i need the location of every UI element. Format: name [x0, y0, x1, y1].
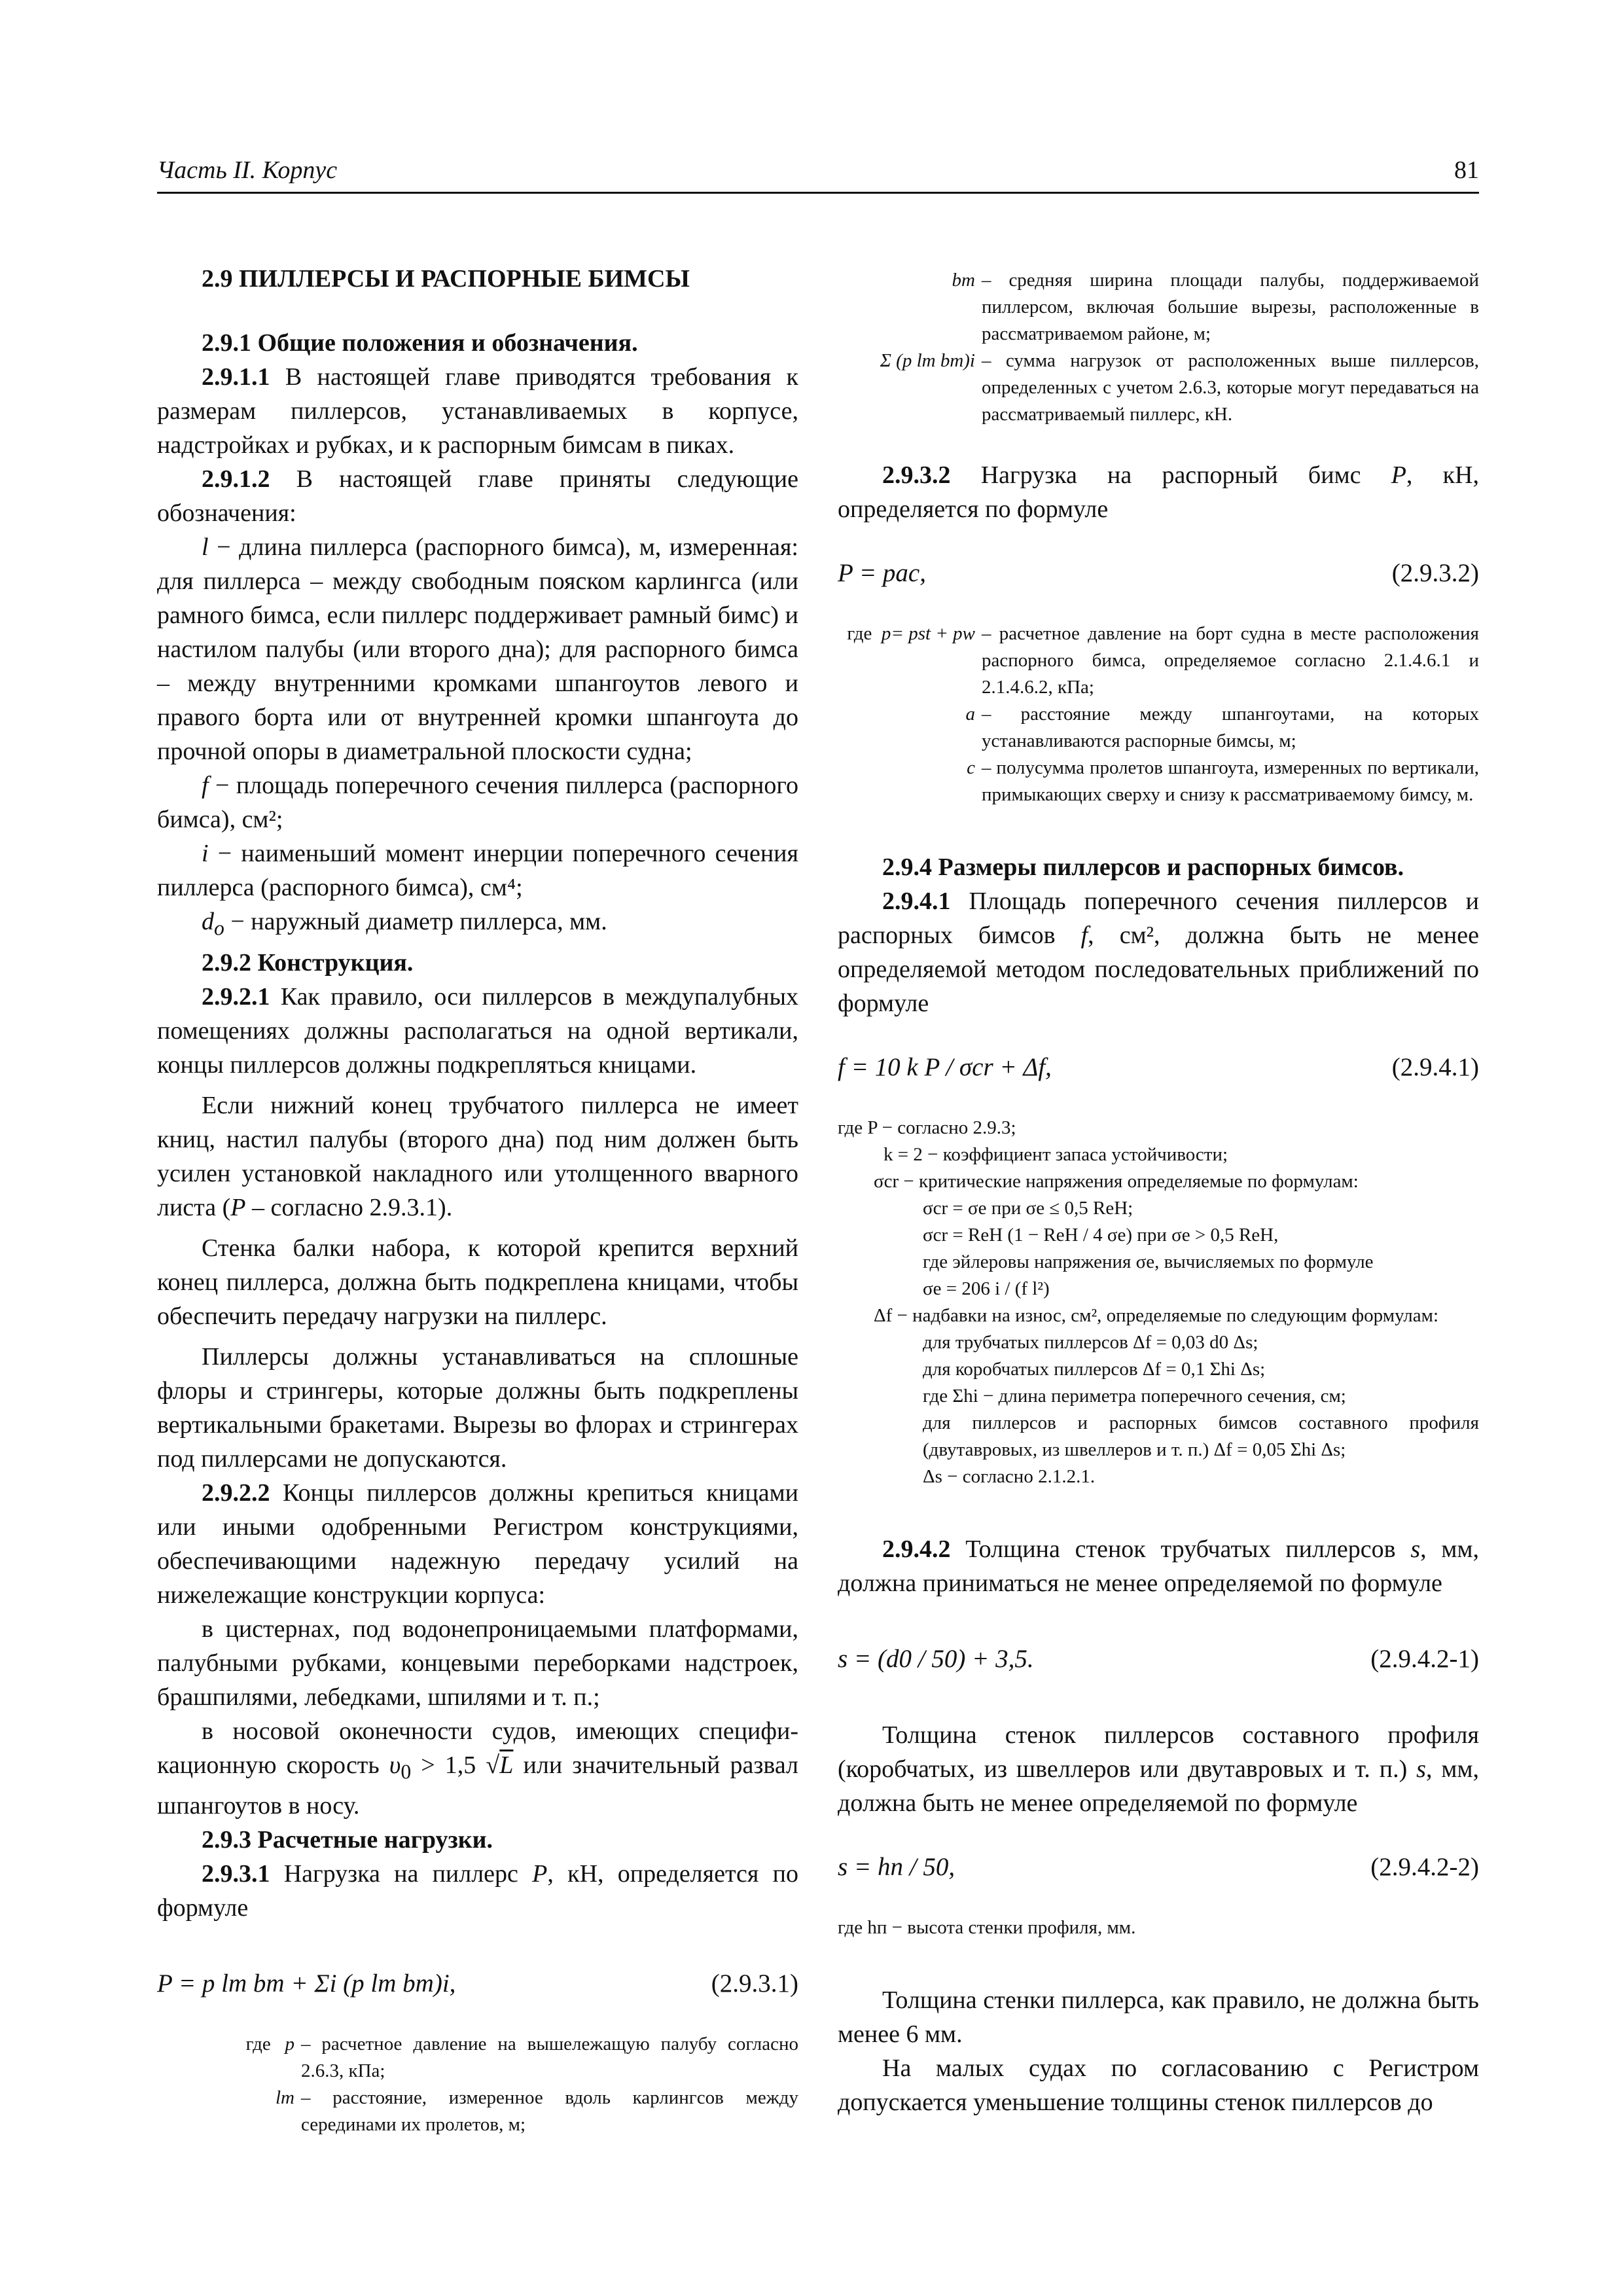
paragraph-2-9-4-2: 2.9.4.2 Толщина стенок трубчатых пиллерсов s, мм, должна приниматься не менее определяемой по формуле [838, 1535, 1479, 1597]
definition-f: f − площадь поперечного сечения пиллерса (распорного бимса), см²; [157, 772, 798, 833]
where-line: где эйлеровы напряжения σe, вычисляемых по формуле [923, 1251, 1374, 1272]
right-column [838, 267, 1479, 2119]
paragraph-floors: Пиллерсы должны устанавливаться на сплошные флоры и стрингеры, которые должны быть подкреплены вертикальными бракетами. Вырезы во флорах и стрингерах под пиллерсами не допускаются. [157, 1342, 798, 1473]
where-line: Δs − согласно 2.1.2.1. [923, 1466, 1096, 1487]
where-line: Δf − надбавки на износ, см², определяемые по следующим формулам: [874, 1305, 1439, 1326]
equation-number: (2.9.3.2) [1391, 559, 1479, 587]
paragraph-lower-end: Если нижний конец трубчатого пиллерса не имеет книц, настил палубы (второго дна) под ним должен быть усилен установкой накладного или утолщенного вварного листа (P – согласно 2.9.3.1). [157, 1091, 798, 1221]
equation-2-9-4-2-2 [838, 1850, 1479, 1884]
paragraph-web: Стенка балки набора, к которой крепится верхний конец пиллерса, должна быть подкреплена кницами, чтобы обеспечить передачу нагрузки на пиллерс. [157, 1234, 798, 1330]
paragraph-2-9-2-2: 2.9.2.2 Концы пиллерсов должны крепиться кницами или иными одобренными Регистром конструкциями, обеспечивающими надежную передачу усилий на нижележащие конструкции корпуса: [157, 1479, 798, 1609]
page-number: 81 [1454, 156, 1479, 184]
paragraph-2-9-1-1: 2.9.1.1 В настоящей главе приводятся требования к размерам пиллерсов, устанавливаемых в корпусе, надстройках и рубках, и к распорным бимсам в пиках. [157, 363, 798, 459]
where-line: k = 2 − коэффициент запаса устойчивости; [883, 1144, 1228, 1165]
paragraph-tanks: в цистернах, под водонепроницаемыми платформами, палубными рубками, концевыми переборками надстроек, брашпилями, лебедками, шпилями и т. п.; [157, 1615, 798, 1711]
running-header-title: Часть II. Корпус [157, 156, 338, 184]
where-hn: где hп − высота стенки профиля, мм. [838, 1917, 1136, 1938]
equation-formula: f = 10 k P / σcr + Δf, [838, 1053, 1052, 1081]
equation-formula: s = hп / 50, [838, 1853, 955, 1881]
paragraph-2-9-1-2: 2.9.1.2 В настоящей главе приняты следующие обозначения: [157, 465, 798, 527]
paragraph-min-thickness: Толщина стенки пиллерса, как правило, не должна быть менее 6 мм. [838, 1986, 1479, 2048]
header-rule [157, 192, 1479, 194]
equation-2-9-4-2-1 [838, 1642, 1479, 1676]
where-line: для трубчатых пиллерсов Δf = 0,03 d0 Δs; [923, 1332, 1258, 1353]
equation-formula: P = p lm bm + Σi (p lm bm)i, [157, 1969, 456, 1998]
where-sum: Σ (p lm bm)i – сумма нагрузок от расположенных выше пиллерсов, определенных с учетом 2.6.3, которые могут передаваться на рассматриваемый пиллерс, кН. [880, 350, 1479, 425]
subsection-2-9-2-title: 2.9.2 Конструкция. [202, 948, 414, 977]
where-line: где Σhi − длина периметра поперечного сечения, см; [923, 1386, 1346, 1407]
equation-2-9-3-2 [838, 556, 1479, 590]
paragraph-2-9-2-1: 2.9.2.1 Как правило, оси пиллерсов в междупалубных помещениях должны располагаться на одной вертикали, концы пиллерсов должны подкрепляться кницами. [157, 982, 798, 1079]
paragraph-2-9-3-2: 2.9.3.2 Нагрузка на распорный бимс P, кН, определяется по формуле [838, 461, 1480, 523]
where-a: a – расстояние между шпангоутами, на которых устанавливаются распорные бимсы, м; [965, 704, 1479, 751]
equation-number: (2.9.4.2-1) [1370, 1645, 1479, 1673]
where-line: σcr = σe при σe ≤ 0,5 ReH; [923, 1198, 1133, 1219]
left-column [157, 255, 798, 2138]
where-line: σe = 206 i / (f l²) [923, 1278, 1050, 1299]
subsection-2-9-3-title: 2.9.3 Расчетные нагрузки. [202, 1826, 493, 1854]
equation-formula: P = pac, [838, 559, 926, 587]
paragraph-small-vessels: На малых судах по согласованию с Регистром допускается уменьшение толщины стенок пиллерсов до [838, 2054, 1479, 2116]
paragraph-2-9-3-1: 2.9.3.1 Нагрузка на пиллерс P, кН, определяется по формуле [157, 1860, 798, 1922]
subsection-2-9-4-title: 2.9.4 Размеры пиллерсов и распорных бимсов. [882, 853, 1404, 881]
section-title: 2.9 ПИЛЛЕРСЫ И РАСПОРНЫЕ БИМСЫ [202, 265, 690, 293]
equation-formula: s = (d0 / 50) + 3,5. [838, 1645, 1034, 1673]
subsection-2-9-1-title: 2.9.1 Общие положения и обозначения. [202, 329, 638, 357]
equation-2-9-4-1 [838, 1050, 1479, 1085]
where-bm: bm – средняя ширина площади палубы, поддерживаемой пиллерсом, включая большие вырезы, расположенные в рассматриваемом районе, м; [952, 270, 1479, 344]
paragraph-2-9-4-1: 2.9.4.1 Площадь поперечного сечения пиллерсов и распорных бимсов f, см², должна быть не менее определяемой методом последовательных приближений по формуле [838, 888, 1480, 1017]
equation-number: (2.9.4.2-2) [1370, 1853, 1479, 1881]
where-p-sum: где p= pst + pw – расчетное давление на борт судна в месте расположения распорного бимса, определяемое согласно 2.1.4.6.1 и 2.1.4.6.2, кПа; [847, 623, 1479, 698]
where-line: для коробчатых пиллерсов Δf = 0,1 Σhi Δs; [923, 1359, 1266, 1380]
where-line: σcr = ReH (1 − ReH / 4 σe) при σe > 0,5 ReH, [923, 1225, 1279, 1246]
where-block-2-9-4-1 [838, 1115, 1479, 1490]
where-lm: lm – расстояние, измеренное вдоль карлингсов между серединами их пролетов, м; [276, 2087, 798, 2136]
paragraph-bow: в носовой оконечности судов, имеющих спецификационную скорость $\upsilon_0 > 1,5$ √L или значительный развал шпангоутов в носу. [157, 1717, 798, 1820]
equation-number: (2.9.3.1) [711, 1969, 798, 1998]
where-c: c – полусумма пролетов шпангоута, измеренных по вертикали, примыкающих сверху и снизу к рассматриваемому бимсу, м. [967, 757, 1479, 805]
definition-i: i − наименьший момент инерции поперечного сечения пиллерса (распорного бимса), см⁴; [157, 840, 798, 901]
where-p: где p – расчетное давление на вышележащую палубу согласно 2.6.3, кПа; [245, 2034, 798, 2082]
definition-d: $d_o$ − наружный диаметр пиллерса, мм. [202, 908, 607, 940]
equation-number: (2.9.4.1) [1391, 1053, 1479, 1081]
where-line: где P − согласно 2.9.3; [838, 1117, 1016, 1138]
equation-2-9-3-1 [157, 1967, 798, 2001]
where-line: для пиллерсов и распорных бимсов составного профиля (двутавровых, из швеллеров и т. п.) Δf = 0,05 Σhi Δs; [923, 1412, 1479, 1460]
paragraph-composite: Толщина стенок пиллерсов составного профиля (коробчатых, из швеллеров или двутавровых и т. п.) s, мм, должна быть не менее определяемой по формуле [838, 1721, 1479, 1817]
definition-l: l − длина пиллерса (распорного бимса), м, измеренная: для пиллерса – между свободным пояском карлингса (или рамного бимса, если пиллерс поддерживает рамный бимс) и настилом палубы (или второго дна); для распорного бимса – между внутренними кромками шпангоутов левого и правого борта или от внутренней кромки шпангоута до прочной опоры в диаметральной плоскости судна; [157, 533, 798, 765]
where-line: σcr − критические напряжения определяемые по формулам: [874, 1171, 1359, 1192]
